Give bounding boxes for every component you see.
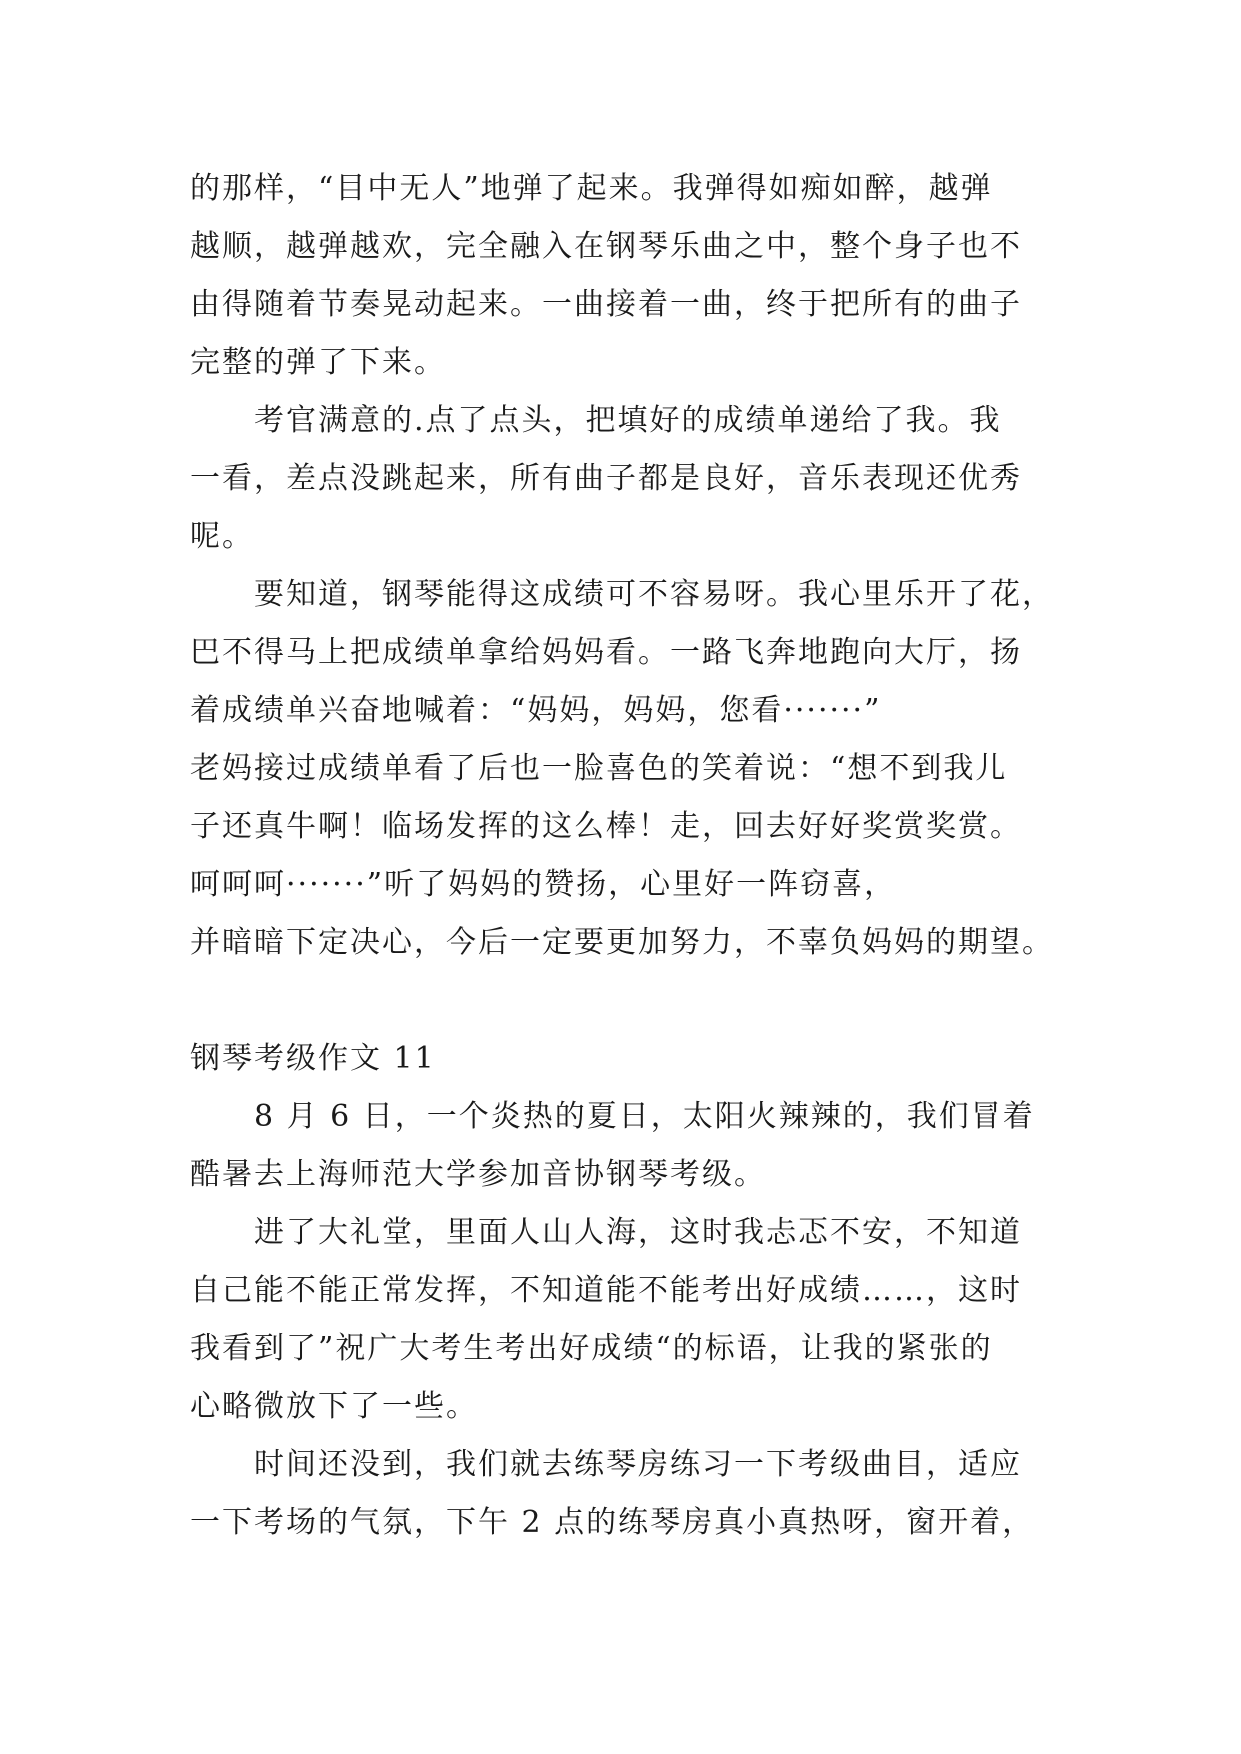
paragraph (190, 566, 1055, 972)
text-line: 考官满意的.点了点头，把填好的成绩单递给了我。我 (254, 403, 1002, 438)
text-line: 酷暑去上海师范大学参加音协钢琴考级。 (190, 1157, 766, 1192)
text-line: 一下考场的气氛，下午 2 点的练琴房真小真热呀，窗开着， (190, 1505, 1035, 1540)
paragraph (190, 1204, 1055, 1436)
text-line: 完整的弹了下来。 (190, 345, 446, 380)
document-page (190, 160, 1055, 1552)
paragraph (190, 1436, 1055, 1552)
text-line: 8 月 6 日，一个炎热的夏日，太阳火辣辣的，我们冒着 (254, 1099, 1035, 1134)
text-line: 我看到了”祝广大考生考出好成绩“的标语，让我的紧张的 (190, 1331, 993, 1366)
text-line: 的那样，“目中无人”地弹了起来。我弹得如痴如醉，越弹 (190, 171, 993, 206)
text-line: 由得随着节奏晃动起来。一曲接着一曲，终于把所有的曲子 (190, 287, 1022, 322)
paragraph (190, 160, 1055, 392)
text-line: 进了大礼堂，里面人山人海，这时我忐忑不安，不知道 (254, 1215, 1022, 1250)
text-line: 呵呵呵·······”听了妈妈的赞扬，心里好一阵窃喜， (190, 867, 897, 902)
text-line: 越顺，越弹越欢，完全融入在钢琴乐曲之中，整个身子也不 (190, 229, 1022, 264)
paragraph (190, 1088, 1055, 1204)
text-line: 要知道，钢琴能得这成绩可不容易呀。我心里乐开了花， (254, 577, 1054, 612)
section-title: 钢琴考级作文 11 (190, 1041, 436, 1076)
text-line: 自己能不能正常发挥，不知道能不能考出好成绩……，这时 (190, 1273, 1022, 1308)
text-line: 并暗暗下定决心，今后一定要更加努力，不辜负妈妈的期望。 (190, 925, 1054, 960)
text-line: 巴不得马上把成绩单拿给妈妈看。一路飞奔地跑向大厅，扬 (190, 635, 1022, 670)
paragraph (190, 392, 1055, 566)
text-line: 老妈接过成绩单看了后也一脸喜色的笑着说：“想不到我儿 (190, 751, 1008, 786)
text-line: 时间还没到，我们就去练琴房练习一下考级曲目，适应 (254, 1447, 1022, 1482)
text-line: 呢。 (190, 519, 254, 554)
text-line: 子还真牛啊！临场发挥的这么棒！走，回去好好奖赏奖赏。 (190, 809, 1022, 844)
text-line: 心略微放下了一些。 (190, 1389, 478, 1424)
text-line: 一看，差点没跳起来，所有曲子都是良好，音乐表现还优秀 (190, 461, 1022, 496)
text-line: 着成绩单兴奋地喊着：“妈妈，妈妈，您看·······” (190, 693, 882, 728)
